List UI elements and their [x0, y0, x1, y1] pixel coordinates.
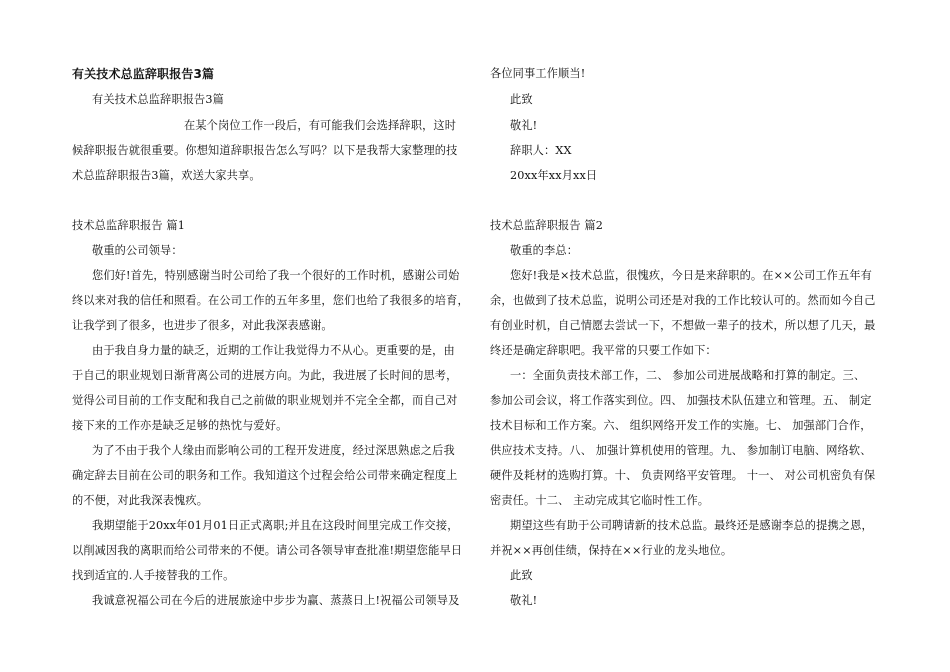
report-2-line: 硬件及耗材的选购打算。十、 负责网络平安管理。 十一、 对公司机密负有保 [490, 469, 876, 482]
report-1-heading: 技术总监辞职报告 篇1 [72, 219, 186, 232]
report-1-line: 我诚意祝福公司在今后的进展旅途中步步为赢、蒸蒸日上!祝福公司领导及 [92, 594, 460, 607]
report-2-line: 并祝××再创佳绩，保持在××行业的龙头地位。 [490, 544, 733, 557]
document-subtitle: 有关技术总监辞职报告3篇 [92, 93, 224, 106]
report-2-closing-2: 敬礼! [510, 594, 538, 607]
report-2-line: 供应技术支持。八、 加强计算机使用的管理。九、 参加制订电脑、网络软、 [490, 444, 872, 457]
report-1-line: 的不便，对此我深表愧疚。 [72, 494, 209, 507]
report-2-salutation: 敬重的李总： [510, 244, 579, 257]
intro-line-2: 候辞职报告就很重要。你想知道辞职报告怎么写吗？以下是我帮大家整理的技 [72, 144, 458, 157]
report-2-heading: 技术总监辞职报告 篇2 [490, 219, 604, 232]
report-1-line: 您们好!首先，特别感谢当时公司给了我一个很好的工作时机，感谢公司始 [92, 269, 460, 282]
report-1-closing-1: 此致 [510, 93, 533, 106]
report-2-line: 参加公司会议，将工作落实到位。四、 加强技术队伍建立和管理。五、 制定 [490, 394, 872, 407]
report-2-closing-1: 此致 [510, 569, 533, 582]
report-2-line: 密责任。十二、 主动完成其它临时性工作。 [490, 494, 710, 507]
report-1-closing-2: 敬礼! [510, 119, 538, 132]
report-1-line: 让我学到了很多，也进步了很多，对此我深表感谢。 [72, 319, 333, 332]
report-1-salutation: 敬重的公司领导： [92, 244, 183, 257]
report-1-line: 我期望能于20xx年01月01日正式离职;并且在这段时间里完成工作交接， [92, 519, 459, 532]
report-1-line: 于自己的职业规划日渐背离公司的进展方向。为此，我进展了长时间的思考， [72, 369, 458, 382]
report-1-date: 20xx年xx月xx日 [510, 169, 598, 182]
report-1-line: 为了不由于我个人缘由而影响公司的工程开发进度，经过深思熟虑之后我 [92, 444, 455, 457]
report-1-line: 找到适宜的.人手接替我的工作。 [72, 569, 235, 582]
intro-line-3: 术总监辞职报告3篇，欢送大家共享。 [72, 169, 261, 182]
report-2-line: 终还是确定辞职吧。我平常的只要工作如下： [490, 344, 717, 357]
report-2-line: 期望这些有助于公司聘请新的技术总监。最终还是感谢李总的提携之恩， [510, 519, 873, 532]
report-1-line: 由于我自身力量的缺乏，近期的工作让我觉得力不从心。更重要的是，由 [92, 344, 455, 357]
report-1-line: 觉得公司目前的工作支配和我自己之前做的职业规划并不完全全都，而自己对 [72, 394, 458, 407]
intro-line-1: 在某个岗位工作一段后，有可能我们会选择辞职，这时 [184, 119, 457, 132]
report-2-line: 一：全面负责技术部工作，二、 参加公司进展战略和打算的制定。三、 [510, 369, 866, 382]
report-1-continuation: 各位同事工作顺当! [490, 67, 586, 80]
report-2-line: 有创业时机，自己情愿去尝试一下，不想做一辈子的技术，所以想了几天，最 [490, 319, 876, 332]
document-title: 有关技术总监辞职报告3篇 [72, 67, 215, 81]
report-1-line: 确定辞去目前在公司的职务和工作。我知道这个过程会给公司带来确定程度上 [72, 469, 458, 482]
report-1-line: 接下来的工作亦是缺乏足够的热忱与爱好。 [72, 419, 288, 432]
report-2-line: 您好!我是×技术总监，很愧疚，今日是来辞职的。在××公司工作五年有 [510, 269, 873, 282]
report-1-line: 终以来对我的信任和照看。在公司工作的五年多里，您们也给了我很多的培育， [72, 294, 469, 307]
report-1-line: 以削减因我的离职而给公司带来的不便。请公司各领导审查批准!期望您能早日 [72, 544, 463, 557]
report-1-signer: 辞职人：XX [510, 144, 572, 157]
report-2-line: 余，也做到了技术总监，说明公司还是对我的工作比较认可的。然而如今自己 [490, 294, 876, 307]
report-2-line: 技术目标和工作方案。六、 组织网络开发工作的实施。七、 加强部门合作， [490, 419, 872, 432]
